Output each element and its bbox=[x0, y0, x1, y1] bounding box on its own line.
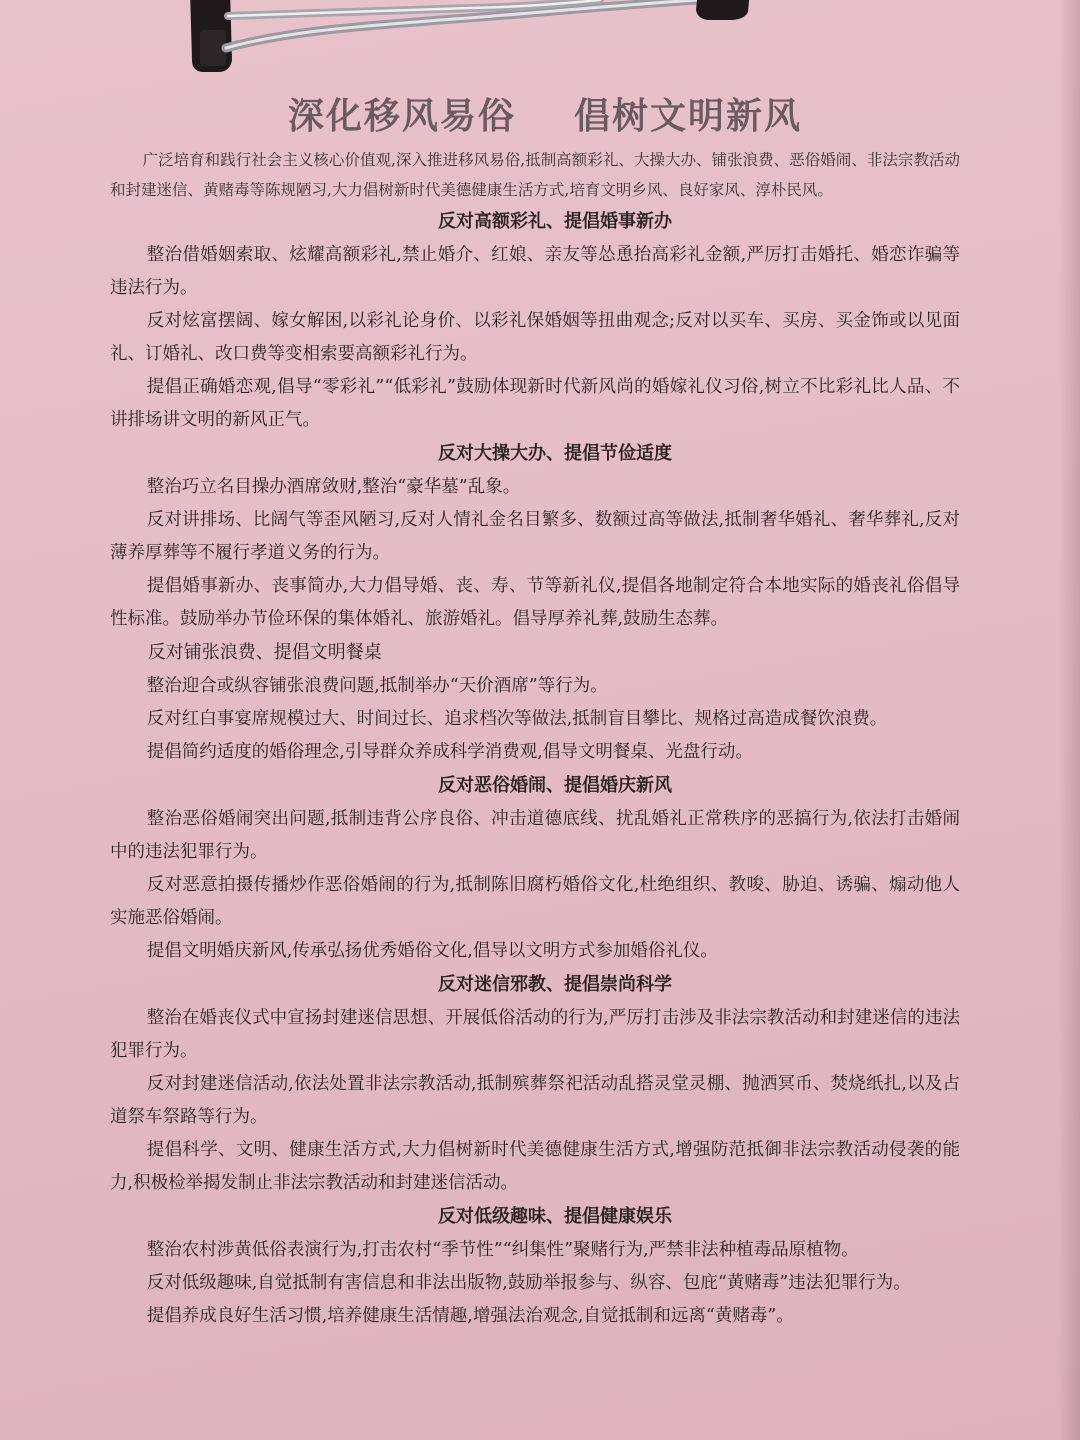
section-paragraph: 反对低级趣味,自觉抵制有害信息和非法出版物,鼓励举报参与、纵容、包庇“黄赌毒”违法犯罪行为。 bbox=[146, 1273, 911, 1293]
section-paragraph: 整治借婚姻索取、炫耀高额彩礼,禁止婚介、红娘、亲友等怂恿抬高彩礼金额,严厉打击婚托、婚恋诈骗等违法行为。 bbox=[110, 245, 960, 298]
section-6 bbox=[110, 1200, 960, 1333]
clipboard-clip-icon bbox=[170, 0, 930, 90]
notice-content bbox=[110, 88, 960, 1333]
section-paragraph: 提倡正确婚恋观,倡导“零彩礼”“低彩礼”鼓励体现新时代新风尚的婚嫁礼仪习俗,树立不比彩礼比人品、不讲排场讲文明的新风正气。 bbox=[110, 377, 960, 430]
section-paragraph: 整治迎合或纵容铺张浪费问题,抵制举办“天价酒席”等行为。 bbox=[146, 676, 608, 696]
section-paragraph: 提倡养成良好生活习惯,培养健康生活情趣,增强法治观念,自觉抵制和远离“黄赌毒”。 bbox=[146, 1306, 794, 1326]
page-edge-shadow bbox=[1058, 0, 1080, 1440]
section-paragraph: 提倡科学、文明、健康生活方式,大力倡树新时代美德健康生活方式,增强防范抵御非法宗教活动侵袭的能力,积极检举揭发制止非法宗教活动和封建迷信活动。 bbox=[110, 1140, 960, 1193]
section-3 bbox=[110, 636, 960, 769]
page-title: 深化移风易俗 倡树文明新风 bbox=[287, 95, 803, 137]
section-paragraph: 反对恶意拍摄传播炒作恶俗婚闹的行为,抵制陈旧腐朽婚俗文化,杜绝组织、教唆、胁迫、诱骗、煽动他人实施恶俗婚闹。 bbox=[110, 875, 960, 928]
section-4 bbox=[110, 769, 960, 968]
section-paragraph: 提倡文明婚庆新风,传承弘扬优秀婚俗文化,倡导以文明方式参加婚俗礼仪。 bbox=[146, 941, 718, 961]
section-paragraph: 整治农村涉黄低俗表演行为,打击农村“季节性”“纠集性”聚赌行为,严禁非法种植毒品原植物。 bbox=[146, 1240, 859, 1260]
section-paragraph: 提倡简约适度的婚俗理念,引导群众养成科学消费观,倡导文明餐桌、光盘行动。 bbox=[146, 742, 753, 762]
section-1 bbox=[110, 205, 960, 437]
section-paragraph: 提倡婚事新办、丧事简办,大力倡导婚、丧、寿、节等新礼仪,提倡各地制定符合本地实际的婚丧礼俗倡导性标准。鼓励举办节俭环保的集体婚礼、旅游婚礼。倡导厚养礼葬,鼓励生态葬。 bbox=[110, 576, 960, 629]
section-paragraph: 整治恶俗婚闹突出问题,抵制违背公序良俗、冲击道德底线、扰乱婚礼正常秩序的恶搞行为,依法打击婚闹中的违法犯罪行为。 bbox=[110, 809, 960, 862]
section-paragraph: 反对封建迷信活动,依法处置非法宗教活动,抵制殡葬祭祀活动乱搭灵堂灵棚、抛洒冥币、焚烧纸扎,以及占道祭车祭路等行为。 bbox=[110, 1074, 960, 1127]
section-heading: 反对大操大办、提倡节俭适度 bbox=[438, 443, 672, 464]
intro-paragraph: 广泛培育和践行社会主义核心价值观,深入推进移风易俗,抵制高额彩礼、大操大办、铺张浪费、恶俗婚闹、非法宗教活动和封建迷信、黄赌毒等陈规陋习,大力倡树新时代美德健康生活方式,培育文明乡风、良好家风、淳朴民风。 bbox=[110, 151, 960, 199]
section-paragraph: 反对炫富摆阔、嫁女解困,以彩礼论身价、以彩礼保婚姻等扭曲观念;反对以买车、买房、买金饰或以见面礼、订婚礼、改口费等变相索要高额彩礼行为。 bbox=[110, 311, 960, 364]
section-heading: 反对铺张浪费、提倡文明餐桌 bbox=[147, 642, 382, 663]
section-heading: 反对恶俗婚闹、提倡婚庆新风 bbox=[438, 775, 672, 796]
section-2 bbox=[110, 437, 960, 636]
section-paragraph: 反对讲排场、比阔气等歪风陋习,反对人情礼金名目繁多、数额过高等做法,抵制奢华婚礼、奢华葬礼,反对薄养厚葬等不履行孝道义务的行为。 bbox=[110, 510, 960, 563]
section-heading: 反对高额彩礼、提倡婚事新办 bbox=[438, 211, 672, 232]
section-5 bbox=[110, 968, 960, 1200]
section-paragraph: 反对红白事宴席规模过大、时间过长、追求档次等做法,抵制盲目攀比、规格过高造成餐饮浪费。 bbox=[146, 709, 888, 729]
section-paragraph: 整治在婚丧仪式中宣扬封建迷信思想、开展低俗活动的行为,严厉打击涉及非法宗教活动和封建迷信的违法犯罪行为。 bbox=[110, 1008, 960, 1061]
section-paragraph: 整治巧立名目操办酒席敛财,整治“豪华墓”乱象。 bbox=[146, 477, 521, 497]
section-heading: 反对低级趣味、提倡健康娱乐 bbox=[438, 1206, 672, 1227]
section-heading: 反对迷信邪教、提倡崇尚科学 bbox=[438, 974, 672, 995]
